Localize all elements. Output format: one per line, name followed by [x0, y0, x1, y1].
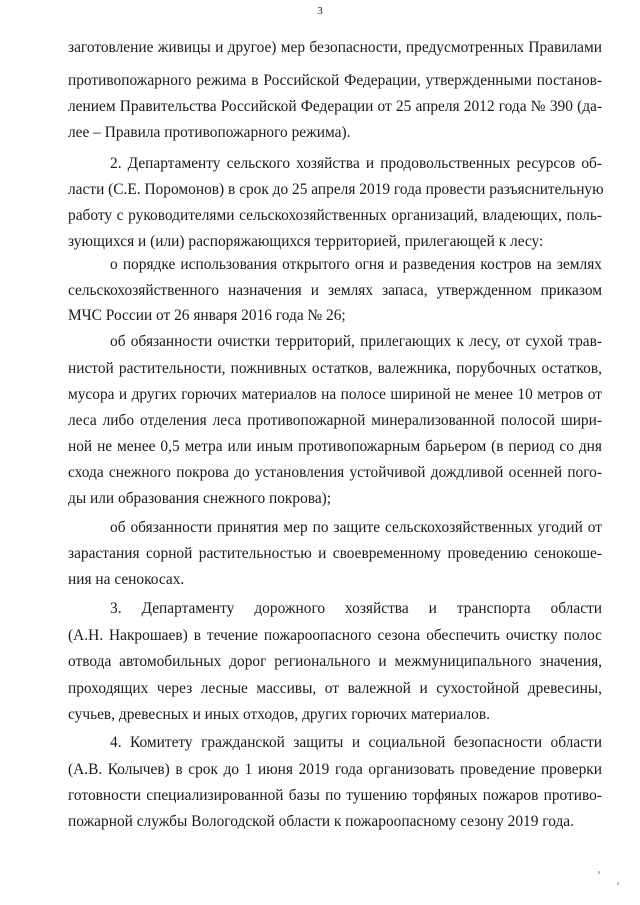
text-line: 4. Комитету гражданской защиты и социальной безопасности области — [110, 734, 602, 751]
text-line: зарастания сорной растительностью и своевременному проведению сенокоше- — [68, 545, 602, 562]
text-line: нистой растительности, пожнивных остатков, валежника, порубочных остатков, — [68, 360, 602, 377]
text-line: ния на сенокосах. — [68, 571, 185, 588]
text-line: сучьев, древесных и иных отходов, других горючих материалов. — [68, 706, 490, 723]
scan-speck — [598, 871, 600, 874]
text-line: 3. Департаменту дорожного хозяйства и транспорта области — [110, 600, 602, 617]
text-line: отвода автомобильных дорог регионального и межмуниципального значения, — [68, 653, 602, 670]
text-line: ды или образования снежного покрова); — [68, 490, 332, 507]
text-line: о порядке использования открытого огня и разведения костров на землях — [110, 256, 602, 273]
text-line: об обязанности принятия мер по защите сельскохозяйственных угодий от — [110, 519, 602, 536]
text-line: (А.Н. Накрошаев) в течение пожароопасного сезона обеспечить очистку полос — [68, 627, 602, 644]
text-line: схода снежного покрова до установления устойчивой дождливой осенней пого- — [68, 464, 602, 481]
text-line: об обязанности очистки территорий, прилегающих к лесу, от сухой трав- — [110, 333, 602, 350]
text-line: МЧС России от 26 января 2016 года № 26; — [68, 307, 346, 324]
scan-speck — [617, 882, 619, 885]
text-line: работу с руководителями сельскохозяйственных организаций, владеющих, поль- — [68, 207, 602, 224]
page-number: 3 — [317, 5, 323, 17]
text-line: ной не менее 0,5 метра или иным противопожарным барьером (в период со дня — [68, 438, 602, 455]
text-line: готовности специализированной базы по тушению торфяных пожаров противо- — [68, 787, 602, 804]
text-line: лее – Правила противопожарного режима). — [68, 124, 351, 141]
text-line: 2. Департаменту сельского хозяйства и продовольственных ресурсов об- — [110, 155, 602, 172]
text-line: заготовление живицы и другое) мер безопасности, предусмотренных Правилами — [68, 39, 602, 56]
text-line: пожарной службы Вологодской области к пожароопасному сезону 2019 года. — [68, 813, 574, 830]
text-line: ласти (С.Е. Поромонов) в срок до 25 апреля 2019 года провести разъяснительную — [68, 181, 604, 198]
text-line: леса либо отделения леса противопожарной минерализованной полосой шири- — [68, 412, 602, 429]
text-line: проходящих через лесные массивы, от валежной и сухостойной древесины, — [68, 680, 602, 697]
text-line: лением Правительства Российской Федерации от 25 апреля 2012 года № 390 (да- — [68, 98, 602, 115]
text-line: зующихся и (или) распоряжающихся территорией, прилегающей к лесу: — [68, 233, 544, 250]
text-line: (А.В. Колычев) в срок до 1 июня 2019 года организовать проведение проверки — [68, 761, 602, 778]
text-line: мусора и других горючих материалов на полосе шириной не менее 10 метров от — [68, 386, 602, 403]
text-line: сельскохозяйственного назначения и землях запаса, утвержденном приказом — [68, 282, 602, 299]
text-line: противопожарного режима в Российской Федерации, утвержденными постанов- — [68, 72, 602, 89]
